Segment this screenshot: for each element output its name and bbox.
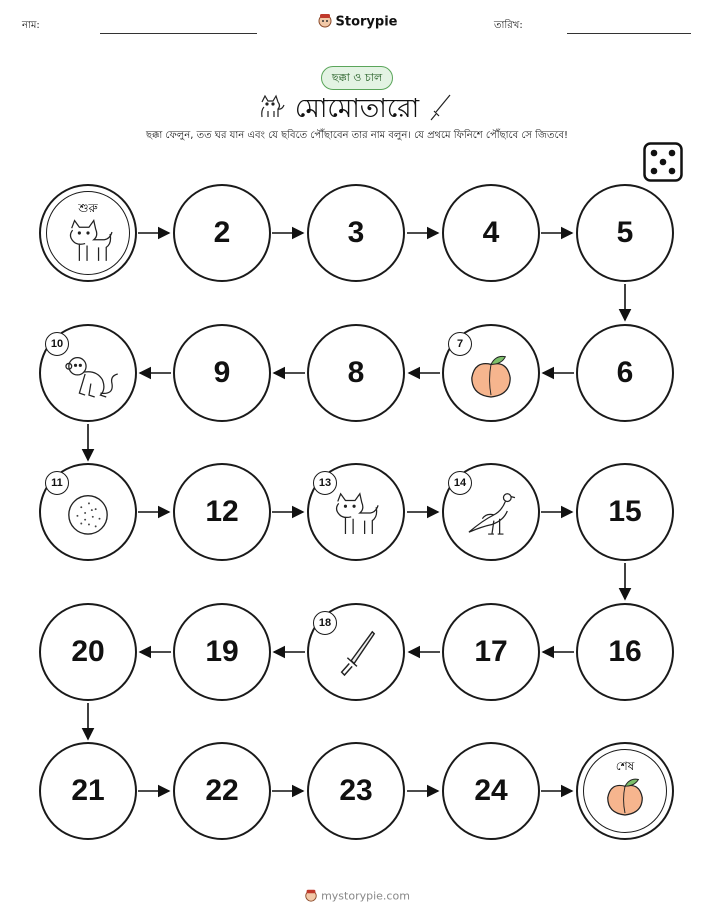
cell-8 <box>307 324 405 422</box>
cell-number: 20 <box>71 635 105 668</box>
name-label: নাম: <box>22 20 40 31</box>
footer-logo-icon <box>304 888 318 905</box>
cell-23 <box>307 742 405 840</box>
dog-icon <box>41 186 135 280</box>
cell-number: 9 <box>213 356 231 389</box>
cell-5 <box>576 184 674 282</box>
page-title: মোমোতারো <box>294 94 420 124</box>
cell-7 <box>442 324 540 422</box>
cell-15 <box>576 463 674 561</box>
date-label: তারিখ: <box>494 20 523 31</box>
cell-14 <box>442 463 540 561</box>
cell-18 <box>307 603 405 701</box>
cell-17 <box>442 603 540 701</box>
cell-number-tag: 13 <box>313 471 337 495</box>
cell-10 <box>39 324 137 422</box>
brand-name: Storypie <box>335 14 398 30</box>
cell-number: 6 <box>616 356 634 389</box>
game-badge: ছক্কা ও চাল <box>321 66 393 90</box>
cell-number: 12 <box>205 495 239 528</box>
cell-number: 19 <box>205 635 239 668</box>
peach-icon <box>578 744 672 838</box>
cell-number: 8 <box>347 356 365 389</box>
cell-21 <box>39 742 137 840</box>
cell-number: 2 <box>213 216 231 249</box>
start-label: শুরু <box>78 201 98 215</box>
cell-20 <box>39 603 137 701</box>
cell-19 <box>173 603 271 701</box>
footer-site[interactable]: mystorypie.com <box>321 889 410 903</box>
cell-4 <box>442 184 540 282</box>
cell-9 <box>173 324 271 422</box>
cell-number-tag: 14 <box>448 471 472 495</box>
cell-number-tag: 11 <box>45 471 69 495</box>
cell-12 <box>173 463 271 561</box>
cell-22 <box>173 742 271 840</box>
cell-6 <box>576 324 674 422</box>
cell-number: 17 <box>474 635 508 668</box>
cell-11 <box>39 463 137 561</box>
cell-number-tag: 7 <box>448 332 472 356</box>
cell-number: 5 <box>616 216 634 249</box>
cell-16 <box>576 603 674 701</box>
cell-13 <box>307 463 405 561</box>
cell-number-tag: 10 <box>45 332 69 356</box>
cell-number-tag: 18 <box>313 611 337 635</box>
cell-number: 21 <box>71 774 105 807</box>
cell-number: 16 <box>608 635 642 668</box>
cell-2 <box>173 184 271 282</box>
finish-label: শেষ <box>615 759 635 773</box>
cell-number: 4 <box>482 216 500 249</box>
cell-24 <box>442 742 540 840</box>
cell-number: 23 <box>339 774 373 807</box>
cell-number: 24 <box>474 774 508 807</box>
cell-number: 22 <box>205 774 239 807</box>
cell-number: 15 <box>608 495 642 528</box>
cell-3 <box>307 184 405 282</box>
footer <box>0 888 714 905</box>
cell-start <box>39 184 137 282</box>
instructions: ছক্কা ফেলুন, তত ঘর যান এবং যে ছবিতে পৌঁছাবেন তার নাম বলুন। যে প্রথমে ফিনিশে পৌঁছাবে সে জিতবে! <box>145 130 569 141</box>
cell-number: 3 <box>347 216 365 249</box>
cell-finish <box>576 742 674 840</box>
